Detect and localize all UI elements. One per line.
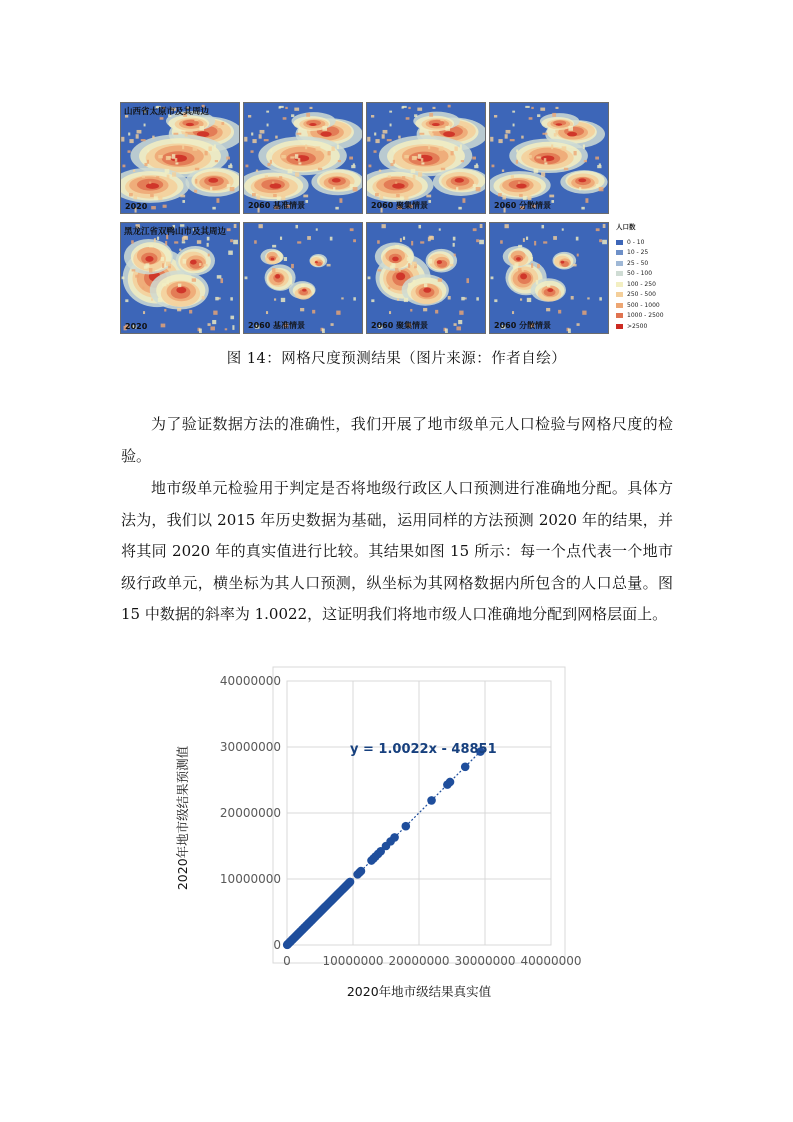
legend-item — [616, 321, 676, 332]
data-point — [390, 833, 399, 842]
map-panel — [120, 222, 240, 334]
legend-swatch — [616, 271, 623, 276]
legend-swatch — [616, 303, 623, 308]
map-scenario-label: 2060 基准情景 — [248, 201, 306, 210]
legend-swatch — [616, 292, 623, 297]
map-scenario-label: 2020 — [125, 202, 148, 211]
legend-label: 250 - 500 — [627, 291, 656, 299]
legend-item — [616, 248, 676, 259]
y-tick-label: 10000000 — [219, 872, 281, 886]
x-tick-label: 30000000 — [454, 954, 516, 968]
y-tick-label: 40000000 — [219, 674, 281, 688]
legend-swatch — [616, 324, 623, 329]
legend-item — [616, 237, 676, 248]
legend-swatch — [616, 250, 623, 255]
map-region-title: 黑龙江省双鸭山市及其周边 — [124, 227, 227, 237]
map-panel — [120, 102, 240, 214]
data-point — [446, 778, 455, 787]
map-scenario-label: 2060 分散情景 — [494, 321, 552, 330]
map-scenario-label: 2060 聚集情景 — [371, 201, 429, 210]
map-panel — [243, 102, 363, 214]
map-panel — [243, 222, 363, 334]
data-point — [346, 878, 355, 887]
population-legend — [616, 222, 676, 338]
figure-15-chart — [160, 665, 600, 1010]
map-panel — [366, 102, 486, 214]
x-tick-label: 40000000 — [520, 954, 582, 968]
legend-label: 10 - 25 — [627, 249, 649, 257]
legend-item — [616, 300, 676, 311]
figure-14-caption: 图 14：网格尺度预测结果（图片来源：作者自绘） — [226, 351, 567, 367]
map-panel — [489, 102, 609, 214]
legend-label: 1000 - 2500 — [627, 312, 664, 320]
legend-item — [616, 258, 676, 269]
legend-swatch — [616, 261, 623, 266]
x-tick-label: 20000000 — [388, 954, 450, 968]
y-axis-label: 2020年地市级结果预测值 — [175, 745, 190, 891]
legend-label: >2500 — [627, 322, 648, 330]
legend-swatch — [616, 240, 623, 245]
legend-label: 50 - 100 — [627, 270, 653, 278]
trendline-equation: y = 1.0022x - 48851 — [350, 742, 497, 757]
map-scenario-label: 2060 分散情景 — [494, 201, 552, 210]
paragraph-1: 为了验证数据方法的准确性，我们开展了地市级单元人口检验与网格尺度的检验。 — [121, 415, 673, 465]
map-panel — [489, 222, 609, 334]
legend-title: 人口数 — [616, 223, 636, 231]
map-scenario-label: 2060 基准情景 — [248, 321, 306, 330]
scatter-plot — [160, 665, 600, 1010]
x-tick-label: 10000000 — [322, 954, 384, 968]
map-panel — [366, 222, 486, 334]
legend-item — [616, 311, 676, 322]
legend-label: 100 - 250 — [627, 280, 656, 288]
legend-label: 25 - 50 — [627, 259, 649, 267]
y-tick-label: 30000000 — [219, 740, 281, 754]
data-point — [461, 763, 470, 772]
y-tick-label: 0 — [273, 938, 281, 952]
map-scenario-label: 2060 聚集情景 — [371, 321, 429, 330]
legend-item — [616, 269, 676, 280]
legend-item — [616, 290, 676, 301]
x-tick-label: 0 — [283, 954, 291, 968]
y-tick-label: 20000000 — [219, 806, 281, 820]
legend-label: 500 - 1000 — [627, 301, 660, 309]
map-scenario-label: 2020 — [125, 322, 148, 331]
figure-14-maps — [120, 102, 610, 336]
data-point — [357, 867, 366, 876]
legend-swatch — [616, 282, 623, 287]
x-axis-label: 2020年地市级结果真实值 — [346, 984, 492, 999]
data-point — [402, 822, 411, 831]
paragraph-2: 地市级单元检验用于判定是否将地级行政区人口预测进行准确地分配。具体方法为，我们以 2015 年历史数据为基础，运用同样的方法预测 2020 年的结果，并将其同 2020 年的真实值进行比较。其结果如图 15 所示：每一个点代表一个地市级行政单元，横坐标为其人口预测，纵坐标为其网格数据内所包含的人口总量。图 15 中数据的斜率为 1.0022，这证明我们将地市级人口准确地分配到网格层面上。 — [121, 479, 673, 623]
legend-label: 0 - 10 — [627, 238, 645, 246]
map-region-title: 山西省太原市及其周边 — [124, 107, 210, 117]
legend-swatch — [616, 313, 623, 318]
data-point — [427, 796, 436, 805]
legend-item — [616, 279, 676, 290]
